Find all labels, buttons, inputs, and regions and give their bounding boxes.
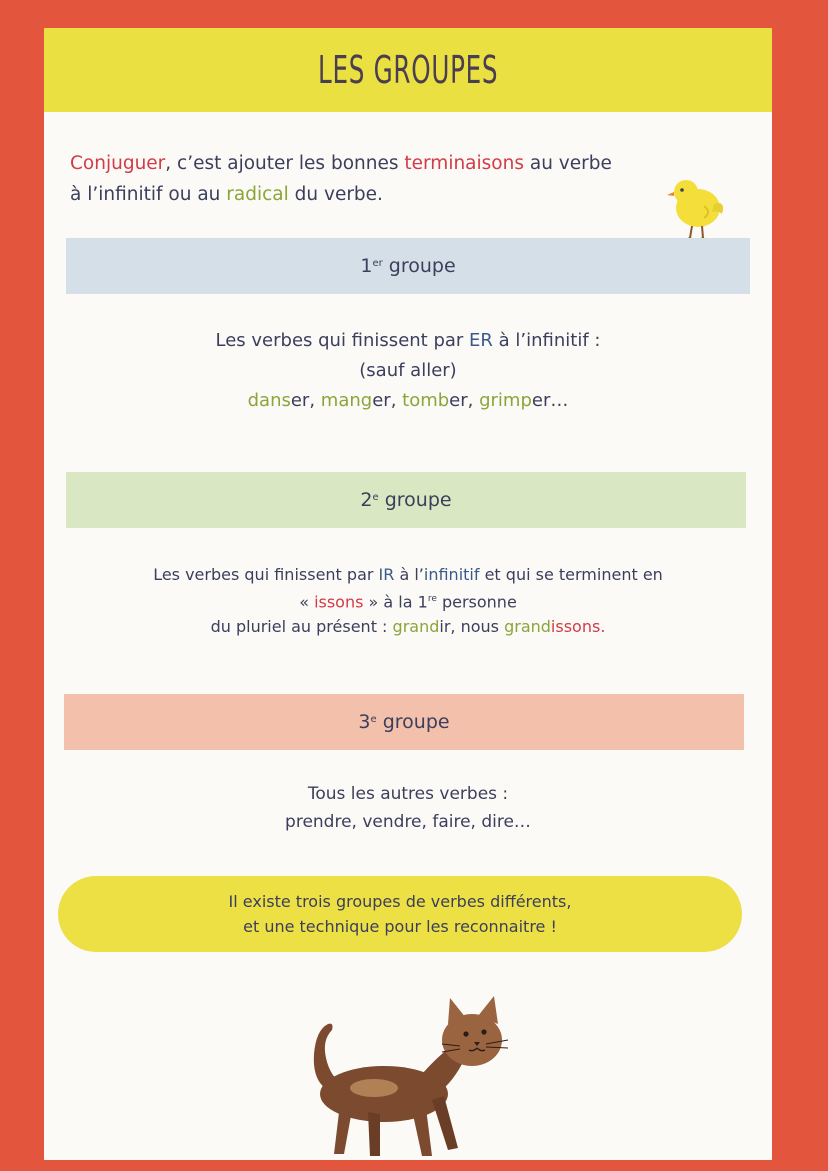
group2-ending: ir <box>439 617 451 637</box>
example-stem: dans <box>247 390 291 411</box>
group3-label: groupe <box>382 711 450 733</box>
intro-text-2: au verbe <box>523 153 612 174</box>
group3-line1: Tous les autres verbes : <box>307 784 509 804</box>
note-pill <box>58 876 742 952</box>
example-ending: er <box>531 390 551 411</box>
group3-line2: prendre, vendre, faire, dire… <box>285 812 531 832</box>
intro-text-1: , c’est ajouter les bonnes <box>165 153 405 174</box>
note-line1: Il existe trois groupes de verbes différents, <box>228 892 572 911</box>
group2-text: du pluriel au présent : <box>210 617 393 637</box>
intro-word-terminaisons: terminaisons <box>404 153 524 174</box>
group2-stem: grand <box>392 617 440 637</box>
example-stem: mang <box>320 390 373 411</box>
group1-number: 1 <box>360 255 373 277</box>
intro-text <box>70 148 670 210</box>
example-sep: … <box>550 390 569 411</box>
example-ending: er <box>290 390 310 411</box>
group2-sup-re: re <box>427 594 437 604</box>
group2-text: » à la 1 <box>363 592 428 612</box>
group2-infinitif: infinitif <box>423 565 480 584</box>
group1-line1-text: Les verbes qui finissent par <box>215 330 470 351</box>
intro-word-conjuguer: Conjuguer <box>70 153 166 174</box>
group2-sup: e <box>372 491 379 503</box>
example-stem: tomb <box>402 390 450 411</box>
group2-line2 <box>44 587 772 614</box>
note-line2: et une technique pour les reconnaitre ! <box>243 917 557 936</box>
group2-text: Les verbes qui finissent par <box>153 565 379 584</box>
cat-illustration <box>272 994 512 1160</box>
group2-text: , nous <box>450 617 505 637</box>
group1-sup: er <box>372 257 383 269</box>
group2-line3 <box>44 614 772 639</box>
example-stem: grimp <box>479 390 532 411</box>
group2-ir: IR <box>378 565 395 584</box>
group3-sup: e <box>370 713 377 725</box>
group2-text: personne <box>436 592 517 612</box>
group1-header <box>66 238 750 294</box>
group2-description <box>44 562 772 639</box>
group1-examples <box>44 386 772 416</box>
page-title: LES GROUPES <box>317 48 499 92</box>
group1-er: ER <box>469 330 493 351</box>
group2-text: à l’ <box>394 565 424 584</box>
intro-text-3: à l’infinitif ou au <box>70 184 227 205</box>
intro-word-radical: radical <box>226 184 289 205</box>
group2-stem: grand <box>504 617 551 637</box>
group2-number: 2 <box>360 489 373 511</box>
group2-header <box>66 472 746 528</box>
group2-text: « <box>299 592 315 612</box>
example-sep: , <box>390 390 403 411</box>
group3-description <box>44 780 772 836</box>
group3-number: 3 <box>358 711 371 733</box>
example-ending: er <box>449 390 468 411</box>
group3-header <box>64 694 744 750</box>
group1-line1 <box>44 326 772 356</box>
group1-line2: (sauf aller) <box>359 360 457 381</box>
group2-dot: . <box>600 617 606 637</box>
example-ending: er <box>372 390 391 411</box>
group2-line1 <box>44 562 772 587</box>
group2-issons: issons <box>314 592 364 612</box>
group2-ending-issons: issons <box>550 617 601 637</box>
intro-text-4: du verbe. <box>288 184 383 205</box>
poster-sheet <box>44 28 772 1160</box>
example-sep: , <box>309 390 321 411</box>
group1-line1-end: à l’infinitif : <box>492 330 601 351</box>
group1-label: groupe <box>388 255 456 277</box>
title-band <box>44 28 772 112</box>
group2-label: groupe <box>384 489 452 511</box>
example-sep: , <box>467 390 480 411</box>
group2-text: et qui se terminent en <box>479 565 663 584</box>
chick-illustration <box>660 170 732 242</box>
group1-description <box>44 326 772 416</box>
